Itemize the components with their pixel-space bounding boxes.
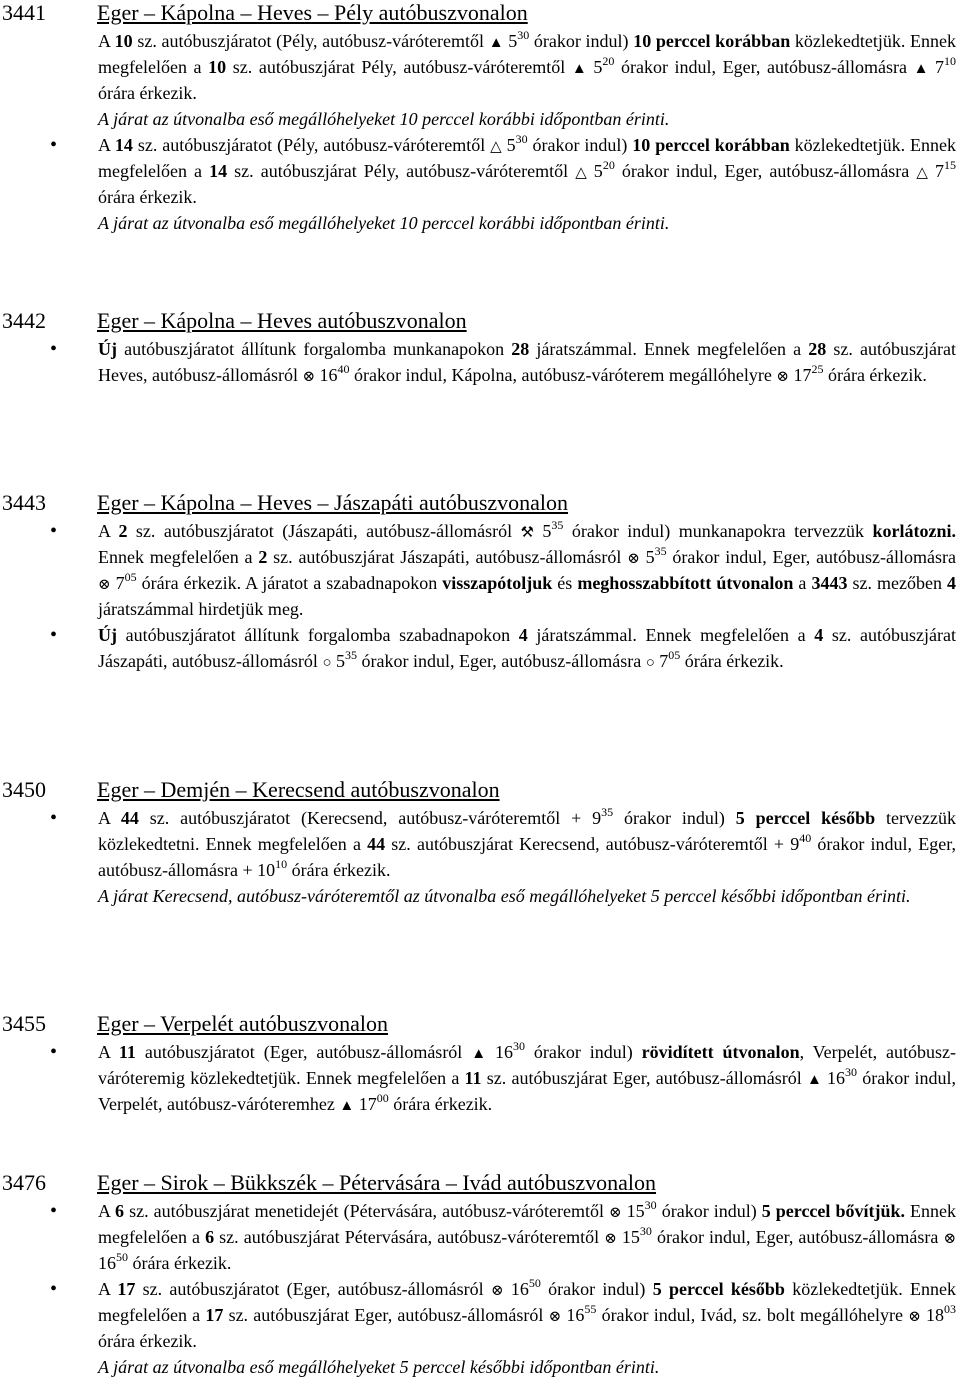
bullet-icon: • [50, 1200, 58, 1222]
route-section-3450 [0, 777, 960, 909]
notice-paragraph [0, 1198, 960, 1276]
route-section-3441 [0, 0, 960, 236]
bullet-icon: • [50, 1041, 58, 1063]
paragraph-text: A járat az útvonalba eső megállóhelyeket 10 perccel korábbi időpontban érinti. [98, 213, 670, 233]
section-heading [0, 490, 960, 518]
paragraph-text: A 17 sz. autóbuszjáratot (Eger, autóbusz-állomásról ⊗ $16^{50}$ órakor indul) 5 perccel később közlekedtetjük. Ennek megfelelően a 17 sz. autóbuszjárat Eger, autóbusz-állomásról ⊗ $16^{55}$ órakor indul, Ivád, sz. bolt megállóhelyre ⊗ $18^{03}$ órára érkezik. [98, 1276, 957, 1351]
route-number: 3441 [2, 0, 46, 25]
section-heading [0, 1011, 960, 1039]
route-section-3455 [0, 1011, 960, 1117]
section-heading [0, 308, 960, 336]
paragraph-text: A 44 sz. autóbuszjáratot (Kerecsend, autóbusz-váróteremtől + $9^{35}$ órakor indul) 5 perccel később tervezzük közlekedtetni. Ennek megfelelően a 44 sz. autóbuszjárat Kerecsend, autóbusz-váróteremtől + $9^{40}$ órakor indul, Eger, autóbusz-állomásra + $10^{10}$ órára érkezik. [98, 805, 957, 880]
route-title: Eger – Kápolna – Heves – Jászapáti autóbuszvonalon [97, 490, 569, 515]
note-paragraph [0, 1354, 960, 1380]
paragraph-text: Új autóbuszjáratot állítunk forgalomba munkanapokon 28 járatszámmal. Ennek megfelelően a 28 sz. autóbuszjárat Heves, autóbusz-állomásról ⊗ $16^{40}$ órakor indul, Kápolna, autóbusz-váróterem megállóhelyre ⊗ $17^{25}$ órára érkezik. [98, 339, 956, 385]
route-title: Eger – Sirok – Bükkszék – Pétervására – Ivád autóbuszvonalon [97, 1170, 657, 1195]
bullet-icon: • [50, 624, 58, 646]
route-title: Eger – Kápolna – Heves – Pély autóbuszvonalon [97, 0, 528, 25]
bullet-icon: • [50, 134, 58, 156]
route-number: 3442 [2, 308, 46, 333]
route-title: Eger – Demjén – Kerecsend autóbuszvonalon [97, 777, 500, 802]
paragraph-text: A 11 autóbuszjáratot (Eger, autóbusz-állomásról ▲ $16^{30}$ órakor indul) rövidített útvonalon, Verpelét, autóbusz-váróteremig közlekedtetjük. Ennek megfelelően a 11 sz. autóbuszjárat Eger, autóbusz-állomásról ▲ $16^{30}$ órakor indul, Verpelét, autóbusz-váróteremhez ▲ $17^{00}$ órára érkezik. [98, 1039, 957, 1114]
route-number: 3443 [2, 490, 46, 515]
route-number: 3455 [2, 1011, 46, 1036]
paragraph-text: A járat az útvonalba eső megállóhelyeket 5 perccel későbbi időpontban érinti. [98, 1357, 660, 1377]
notice-paragraph [0, 805, 960, 883]
route-section-3443 [0, 490, 960, 674]
notice-paragraph [0, 28, 960, 106]
bullet-icon: • [50, 807, 58, 829]
route-number: 3450 [2, 777, 46, 802]
notice-paragraph [0, 622, 960, 674]
paragraph-text: A 2 sz. autóbuszjáratot (Jászapáti, autóbusz-állomásról ⚒ $5^{35}$ órakor indul) munkanapokra tervezzük korlátozni. Ennek megfelelően a 2 sz. autóbuszjárat Jászapáti, autóbusz-állomásról ⊗ $5^{35}$ órakor indul, Eger, autóbusz-állomásra ⊗ $7^{05}$ órára érkezik. A járatot a szabadnapokon visszapótoljuk és meghosszabbított útvonalon a 3443 sz. mezőben 4 járatszámmal hirdetjük meg. [98, 518, 957, 619]
route-number: 3476 [2, 1170, 46, 1195]
section-heading [0, 0, 960, 28]
note-paragraph [0, 883, 960, 909]
bullet-icon: • [50, 520, 58, 542]
bullet-icon: • [50, 1278, 58, 1300]
notice-paragraph [0, 1039, 960, 1117]
paragraph-text: A 14 sz. autóbuszjáratot (Pély, autóbusz-váróteremtől △ $5^{30}$ órakor indul) 10 perccel korábban közlekedtetjük. Ennek megfelelően a 14 sz. autóbuszjárat Pély, autóbusz-váróteremtől △ $5^{20}$ órakor indul, Eger, autóbusz-állomásra △ $7^{15}$ órára érkezik. [98, 132, 957, 207]
bullet-icon: • [50, 338, 58, 360]
notice-paragraph [0, 518, 960, 622]
paragraph-text: A járat Kerecsend, autóbusz-váróteremtől az útvonalba eső megállóhelyeket 5 perccel későbbi időpontban érinti. [98, 886, 911, 906]
section-heading [0, 777, 960, 805]
notice-paragraph [0, 132, 960, 210]
paragraph-text: A 6 sz. autóbuszjárat menetidejét (Pétervására, autóbusz-váróteremtől ⊗ $15^{30}$ órakor indul) 5 perccel bővítjük. Ennek megfelelően a 6 sz. autóbuszjárat Pétervására, autóbusz-váróteremtől ⊗ $15^{30}$ órakor indul, Eger, autóbusz-állomásra ⊗ $16^{50}$ órára érkezik. [98, 1198, 957, 1273]
route-section-3476 [0, 1170, 960, 1380]
route-section-3442 [0, 308, 960, 388]
notice-paragraph [0, 1276, 960, 1354]
route-title: Eger – Verpelét autóbuszvonalon [97, 1011, 389, 1036]
notice-paragraph [0, 336, 960, 388]
paragraph-text: Új autóbuszjáratot állítunk forgalomba szabadnapokon 4 járatszámmal. Ennek megfelelően a 4 sz. autóbuszjárat Jászapáti, autóbusz-állomásról ○ $5^{35}$ órakor indul, Eger, autóbusz-állomásra ○ $7^{05}$ órára érkezik. [98, 625, 956, 671]
paragraph-text: A 10 sz. autóbuszjáratot (Pély, autóbusz-váróteremtől ▲ $5^{30}$ órakor indul) 10 perccel korábban közlekedtetjük. Ennek megfelelően a 10 sz. autóbuszjárat Pély, autóbusz-váróteremtől ▲ $5^{20}$ órakor indul, Eger, autóbusz-állomásra ▲ $7^{10}$ órára érkezik. [98, 28, 957, 103]
section-heading [0, 1170, 960, 1198]
note-paragraph [0, 210, 960, 236]
note-paragraph [0, 106, 960, 132]
route-title: Eger – Kápolna – Heves autóbuszvonalon [97, 308, 467, 333]
paragraph-text: A járat az útvonalba eső megállóhelyeket 10 perccel korábbi időpontban érinti. [98, 109, 670, 129]
